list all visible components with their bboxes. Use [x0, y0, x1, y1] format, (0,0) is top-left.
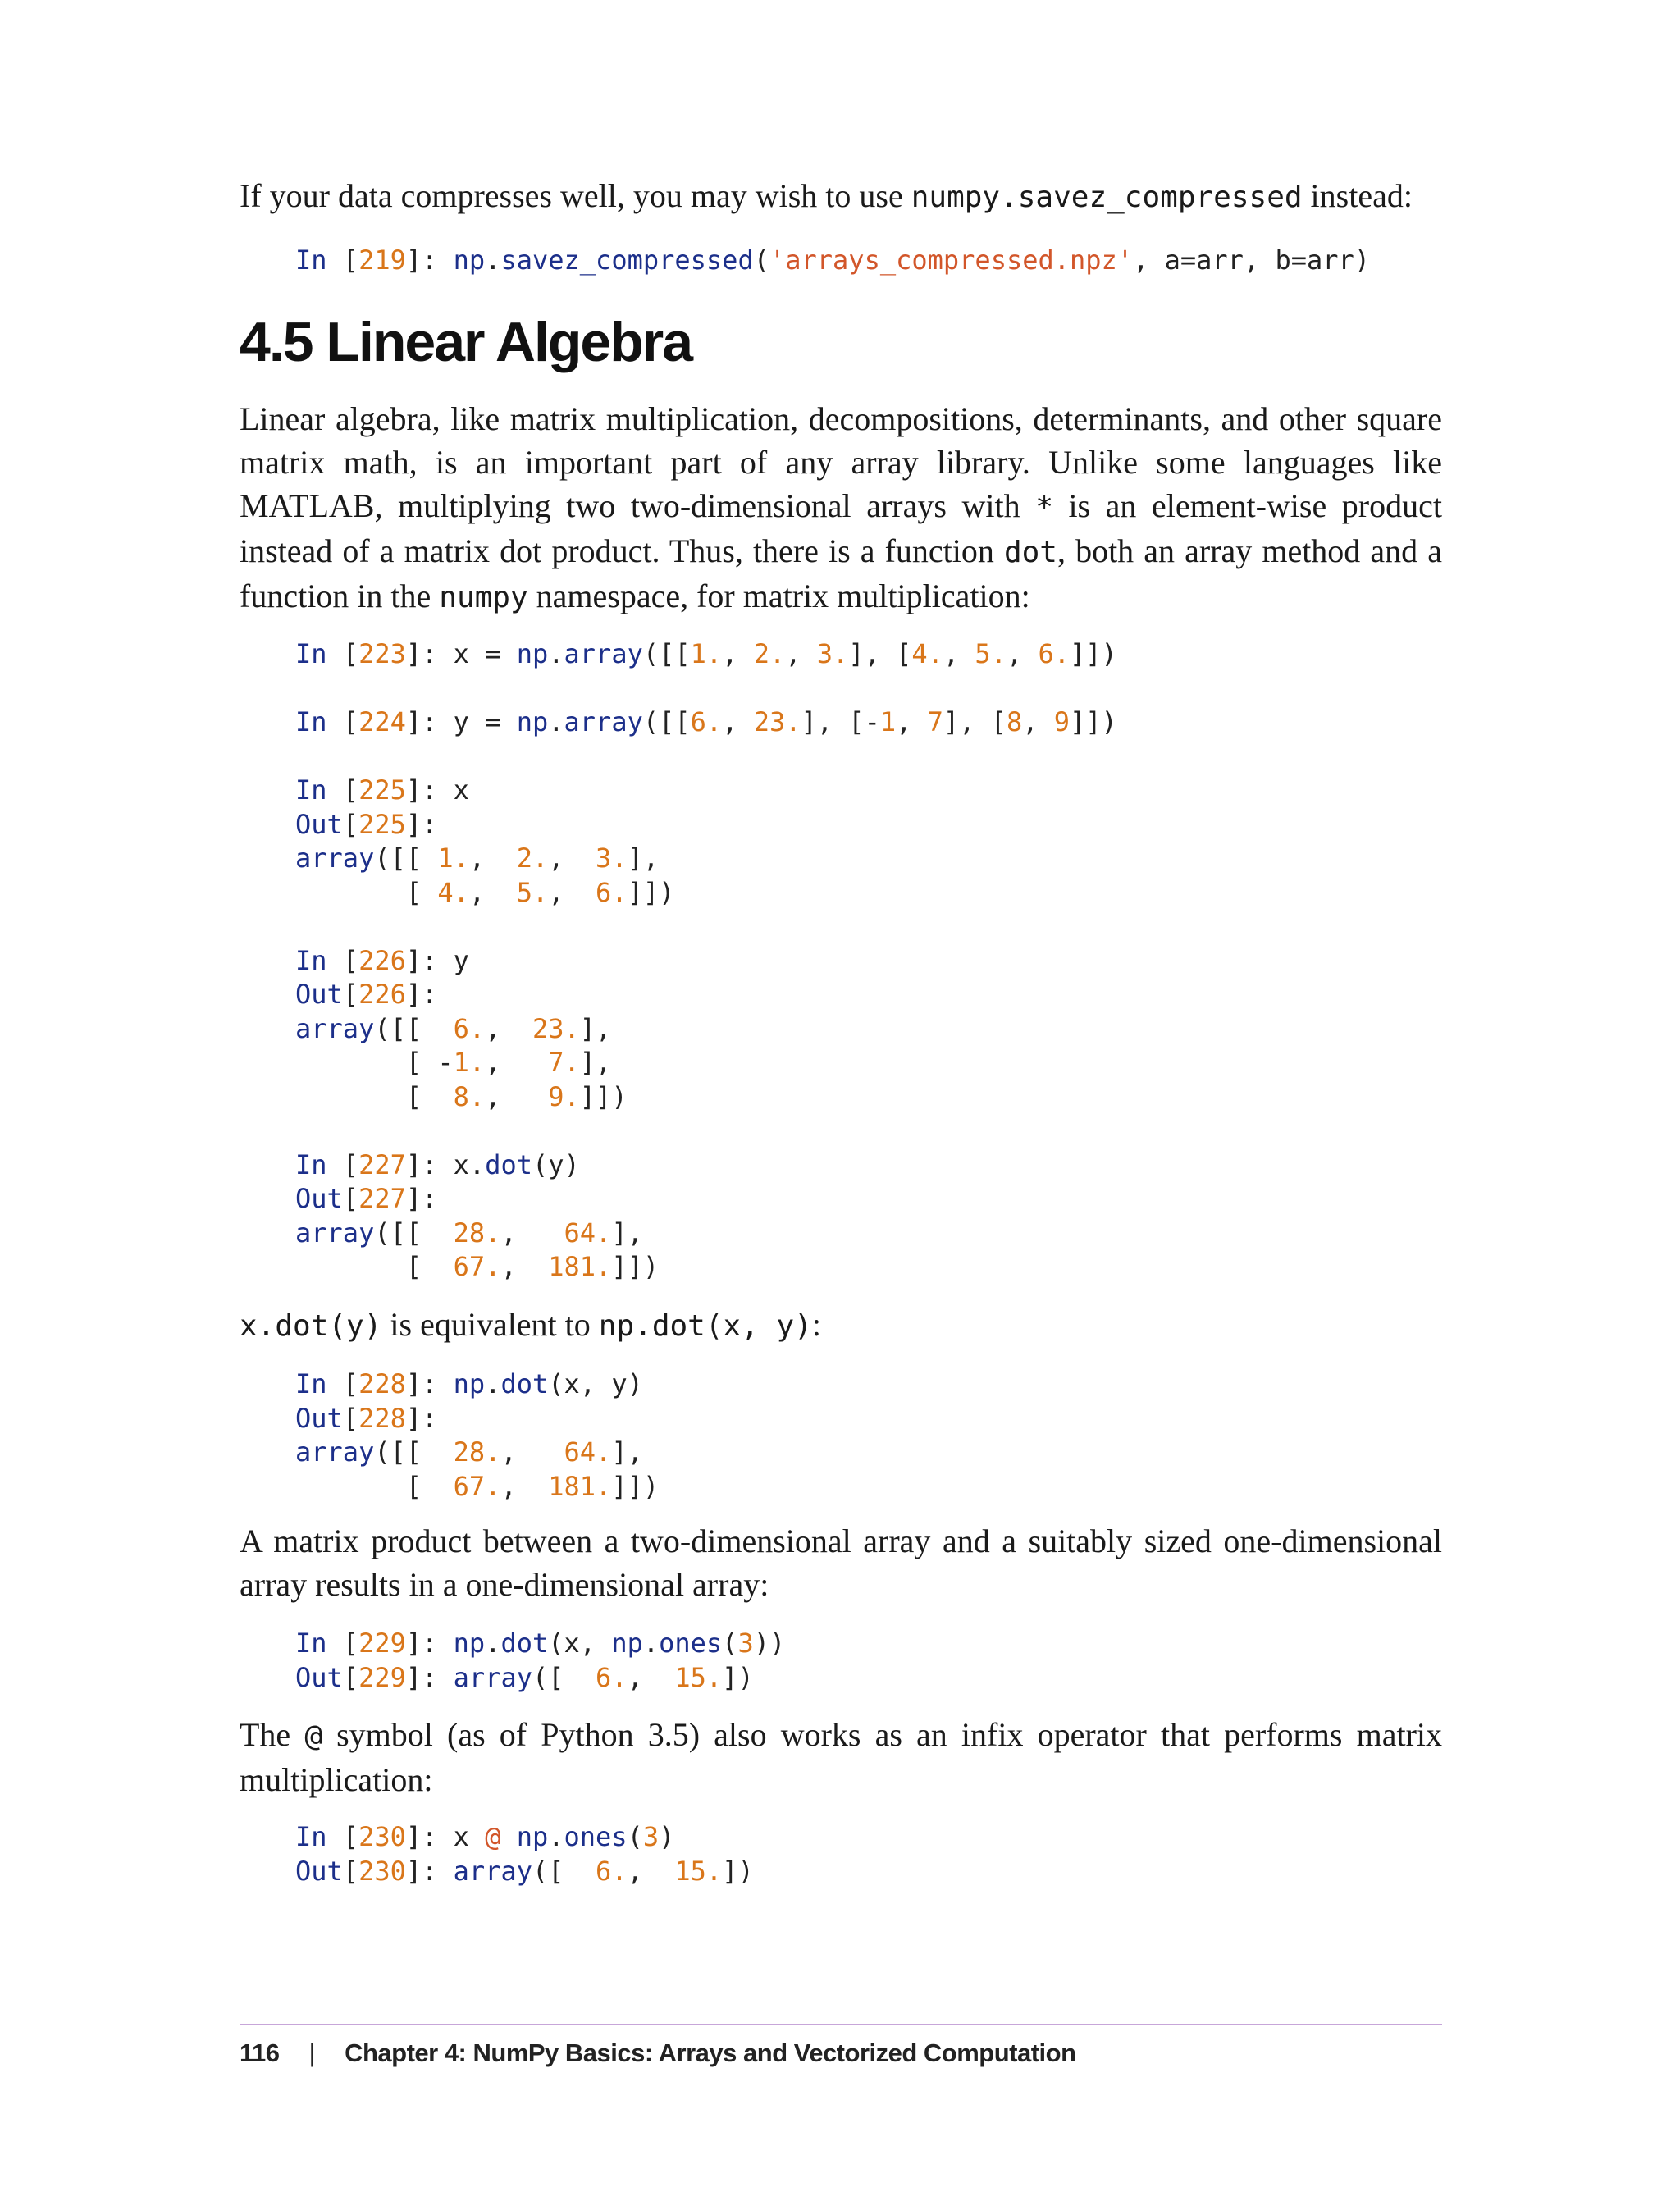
- linear-algebra-paragraph: [240, 397, 1442, 619]
- footer-rule: [240, 2024, 1442, 2025]
- intro-paragraph: [240, 174, 1442, 219]
- code-line: In [224]: y = np.array([[6., 23.], [-1, 7], [8, 9]]): [295, 706, 1117, 737]
- code-line: array([[ 28., 64.],: [295, 1436, 643, 1468]
- code-block-at: [295, 1820, 1498, 1888]
- para2-code-npdot: np.dot(x, y): [598, 1309, 812, 1343]
- code-line: In [223]: x = np.array([[1., 2., 3.], [4., 5., 6.]]): [295, 638, 1117, 669]
- para1-text-3: , both an array method and a function in the: [240, 532, 1442, 614]
- code-line: Out[228]:: [295, 1402, 438, 1434]
- code-line: [ 4., 5., 6.]]): [295, 876, 675, 908]
- para4-text-1: The: [240, 1716, 305, 1753]
- code-block-savez: [295, 244, 1498, 278]
- code-line: Out[230]: array([ 6., 15.]): [295, 1855, 754, 1887]
- intro-inline-code: numpy.savez_compressed: [911, 180, 1303, 214]
- code-line: In [230]: x @ np.ones(3): [295, 1821, 675, 1852]
- intro-text-before: If your data compresses well, you may wish to use: [240, 177, 911, 214]
- para2-code-xdot: x.dot(y): [240, 1309, 382, 1343]
- code-line: Out[227]:: [295, 1183, 438, 1214]
- matrix-vector-paragraph: A matrix product between a two-dimensional array and a suitably sized one-dimensional array results in a one-dimensional array:: [240, 1522, 1442, 1603]
- code-line: In [219]: np.savez_compressed('arrays_compressed.npz', a=arr, b=arr): [295, 244, 1371, 276]
- code-line: array([[ 1., 2., 3.],: [295, 842, 660, 874]
- code-block-dot: [295, 637, 1498, 1285]
- para1-code-numpy: numpy: [439, 581, 528, 614]
- code-line: In [228]: np.dot(x, y): [295, 1368, 643, 1399]
- code-line: array([[ 28., 64.],: [295, 1217, 643, 1249]
- equivalence-paragraph: [240, 1303, 1442, 1348]
- code-line: [ 8., 9.]]): [295, 1080, 628, 1112]
- para2-text-2: :: [811, 1306, 822, 1343]
- chapter-title: Chapter 4: NumPy Basics: Arrays and Vectorized Computation: [345, 2038, 1076, 2067]
- para1-text-1: Linear algebra, like matrix multiplication, decompositions, determinants, and other square matrix math, is an important part of any array library. Unlike some languages like MATLAB, multiplying two two-dimensional arrays with: [240, 400, 1442, 524]
- para4-text-2: symbol (as of Python 3.5) also works as an infix operator that performs matrix multiplication:: [240, 1716, 1443, 1798]
- code-line: Out[226]:: [295, 979, 438, 1010]
- code-line: [ 67., 181.]]): [295, 1251, 660, 1282]
- code-line: [ -1., 7.],: [295, 1047, 612, 1078]
- code-block-npdot: [295, 1367, 1498, 1504]
- page-number: 116: [240, 2038, 280, 2067]
- footer-separator: |: [308, 2038, 316, 2067]
- code-line: array([[ 6., 23.],: [295, 1012, 612, 1044]
- para2-text-1: is equivalent to: [381, 1306, 599, 1343]
- code-line: In [226]: y: [295, 944, 469, 976]
- code-block-ones: [295, 1627, 1498, 1695]
- code-line: Out[229]: array([ 6., 15.]): [295, 1661, 754, 1693]
- para1-code-dot: dot: [1003, 536, 1057, 569]
- para1-code-star: *: [1035, 491, 1053, 524]
- para4-code-at: @: [304, 1719, 322, 1753]
- section-heading: 4.5 Linear Algebra: [240, 311, 692, 373]
- code-line: In [225]: x: [295, 774, 469, 806]
- code-line: [ 67., 181.]]): [295, 1470, 660, 1502]
- at-operator-paragraph: [240, 1713, 1442, 1801]
- para1-text-2: is an element-wise product instead of a matrix dot product. Thus, there is a function: [240, 487, 1442, 569]
- code-line: Out[225]:: [295, 808, 438, 840]
- page-footer: [240, 2038, 1076, 2068]
- code-line: In [227]: x.dot(y): [295, 1148, 580, 1180]
- code-line: In [229]: np.dot(x, np.ones(3)): [295, 1628, 786, 1659]
- para1-text-4: namespace, for matrix multiplication:: [527, 578, 1030, 614]
- intro-text-after: instead:: [1302, 177, 1413, 214]
